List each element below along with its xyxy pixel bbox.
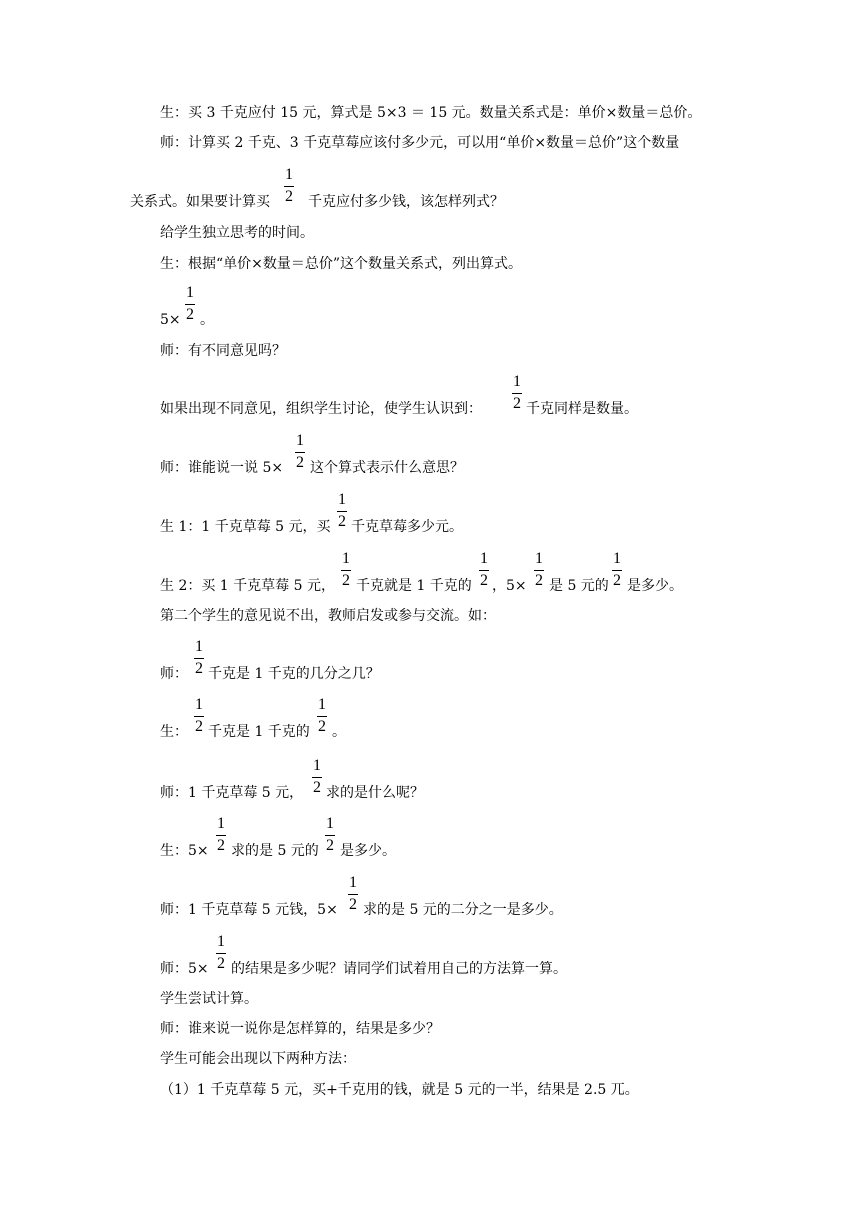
text-line: 千克同样是数量。	[526, 401, 638, 417]
fraction-one-half: 1 2	[296, 432, 304, 471]
text-line: 。	[200, 312, 214, 328]
fraction-one-half: 1 2	[513, 373, 521, 412]
fraction-one-half: 1 2	[342, 550, 350, 589]
text-line: 千克就是 1 千克的	[356, 578, 472, 594]
fraction-one-half: 1 2	[186, 284, 194, 323]
text-line: 求的是 5 元的	[231, 843, 319, 859]
text-line: 千克是 1 千克的	[208, 724, 310, 740]
text-line: 千克是 1 千克的几分之几？	[208, 666, 380, 682]
text-line: 5×	[160, 312, 181, 328]
text-line: 师：5×	[160, 961, 209, 977]
text-line: 师：1 千克草莓 5 元钱，5×	[160, 902, 338, 918]
text-line: 如果出现不同意见，组织学生讨论，使学生认识到：	[160, 401, 482, 417]
text-line: 。	[332, 724, 346, 740]
text-line: 生 2：买 1 千克草莓 5 元，	[160, 578, 335, 594]
text-line: 千克草莓多少元。	[351, 519, 463, 535]
text-line: ，5×	[492, 578, 527, 594]
text-line: （1）1 千克草莓 5 元，买+千克用的钱，就是 5 元的一半，结果是 2.5 兀。	[160, 1082, 639, 1098]
text-line: 师：谁能说一说 5×	[160, 460, 284, 476]
text-line: 是多少。	[340, 843, 396, 859]
text-line: 学生尝试计算。	[160, 991, 258, 1007]
text-line: 千克应付多少钱，该怎样列式？	[308, 194, 504, 210]
text-line: 求的是什么呢？	[326, 785, 424, 801]
text-line: 第二个学生的意见说不出，教师启发或参与交流。如：	[160, 608, 496, 624]
fraction-one-half: 1 2	[338, 491, 346, 530]
text-line: 生：根据“单价×数量＝总价”这个数量关系式，列出算式。	[160, 256, 523, 272]
text-line: 师：	[160, 666, 188, 682]
text-line: 生：	[160, 724, 188, 740]
fraction-one-half: 1 2	[217, 815, 225, 854]
fraction-one-half: 1 2	[480, 550, 488, 589]
fraction-one-half: 1 2	[195, 638, 203, 677]
fraction-one-half: 1 2	[318, 696, 326, 735]
text-line: 关系式。如果要计算买	[130, 194, 270, 210]
fraction-one-half: 1 2	[285, 166, 293, 205]
fraction-one-half: 1 2	[326, 815, 334, 854]
text-line: 给学生独立思考的时间。	[160, 225, 314, 241]
text-line: 这个算式表示什么意思？	[310, 460, 464, 476]
text-line: 是多少。	[627, 578, 683, 594]
text-line: 师：有不同意见吗？	[160, 343, 286, 359]
text-line: 师：谁来说一说你是怎样算的，结果是多少？	[160, 1021, 440, 1037]
text-line: 生：5×	[160, 843, 209, 859]
text-line: 师：1 千克草莓 5 元，	[160, 785, 304, 801]
fraction-one-half: 1 2	[535, 550, 543, 589]
fraction-one-half: 1 2	[217, 933, 225, 972]
text-line: 生：买 3 千克应付 15 元，算式是 5×3 ＝ 15 元。数量关系式是：单价×数量＝总价。	[160, 105, 702, 121]
text-line: 学生可能会出现以下两种方法：	[160, 1051, 356, 1067]
fraction-one-half: 1 2	[195, 696, 203, 735]
fraction-one-half: 1 2	[613, 550, 621, 589]
text-line: 的结果是多少呢？请同学们试着用自己的方法算一算。	[231, 961, 567, 977]
text-line: 生 1：1 千克草莓 5 元，买	[160, 519, 331, 535]
text-line: 师：计算买 2 千克、3 千克草莓应该付多少元，可以用“单价×数量＝总价”这个数量	[160, 135, 680, 151]
fraction-one-half: 1 2	[349, 874, 357, 913]
text-line: 求的是 5 元的二分之一是多少。	[363, 902, 563, 918]
fraction-one-half: 1 2	[313, 757, 321, 796]
text-line: 是 5 元的	[549, 578, 609, 594]
